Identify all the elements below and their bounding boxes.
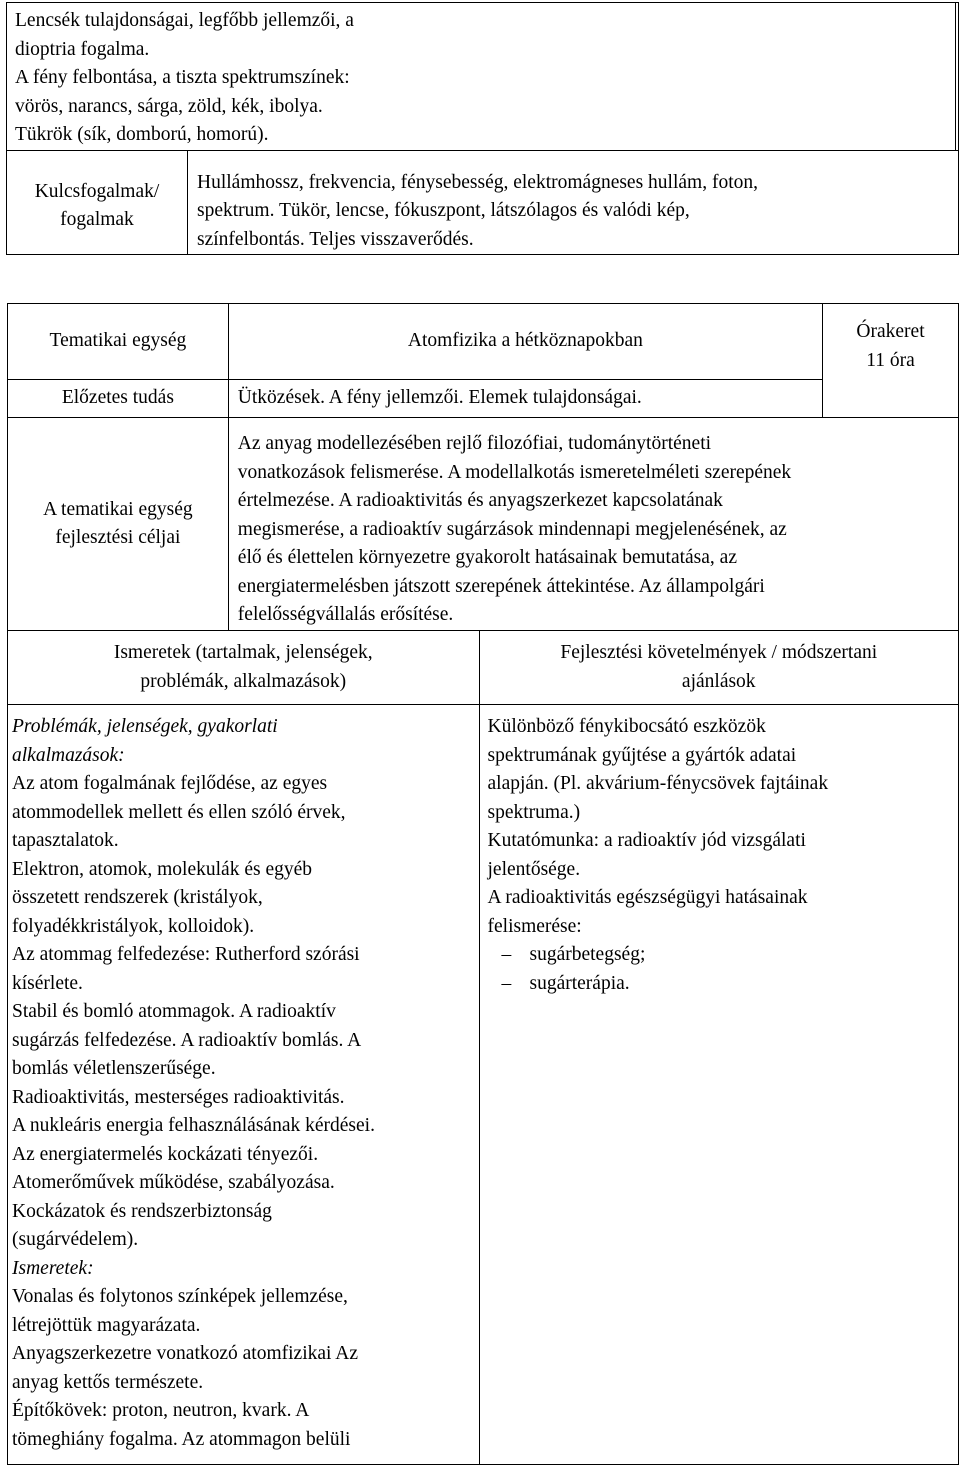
table-row bbox=[7, 150, 959, 255]
requirements-bullet: – sugárterápia. bbox=[488, 970, 959, 999]
knowledge-line: Az atom fogalmának fejlődése, az egyes bbox=[12, 773, 328, 794]
requirements-header-cell bbox=[479, 631, 959, 705]
knowledge-header: Ismeretek (tartalmak, jelenségek, bbox=[113, 642, 373, 663]
knowledge-line: Az energiatermelés kockázati tényezői. bbox=[12, 1143, 319, 1165]
key-concepts-text-cell bbox=[188, 150, 959, 255]
unit-label: Tematikai egység bbox=[49, 330, 187, 352]
requirements-header: Fejlesztési követelmények / módszertani bbox=[560, 642, 878, 663]
table-row bbox=[8, 705, 959, 1465]
requirements-line: Különböző fénykibocsátó eszközök bbox=[487, 716, 766, 737]
goals-line: megismerése, a radioaktív sugárzások mindennapi megjelenésének, az bbox=[237, 518, 787, 540]
unit-label-cell bbox=[8, 304, 229, 380]
empty-cell bbox=[956, 3, 959, 151]
requirements-content-cell bbox=[479, 705, 959, 1465]
goals-line: Az anyag modellezésében rejlő filozófiai, tudománytörténeti bbox=[237, 433, 712, 454]
key-concepts-label: Kulcsfogalmak/ bbox=[34, 180, 160, 202]
unit-title-cell bbox=[228, 304, 822, 380]
goals-label: A tematikai egység bbox=[43, 498, 193, 520]
knowledge-line: A nukleáris energia felhasználásának kérdései. bbox=[12, 1115, 375, 1136]
table-row bbox=[8, 418, 959, 631]
prior-knowledge-label-cell bbox=[8, 380, 229, 418]
requirements-line: felismerése: bbox=[487, 915, 582, 937]
knowledge-line: kísérlete. bbox=[12, 972, 83, 994]
goals-line: élő és élettelen környezetre gyakorolt hatásainak bemutatása, az bbox=[237, 547, 737, 568]
goals-line: felelősségvállalás erősítése. bbox=[237, 604, 454, 625]
unit-title: Atomfizika a hétköznapokban bbox=[407, 330, 643, 352]
prior-knowledge-label: Előzetes tudás bbox=[61, 387, 174, 409]
content-line: Lencsék tulajdonságai, legfőbb jellemzői, a bbox=[15, 10, 354, 31]
knowledge-line: Elektron, atomok, molekulák és egyéb bbox=[12, 858, 313, 880]
knowledge-header-cell bbox=[8, 631, 480, 705]
hours-cell bbox=[823, 304, 959, 418]
key-concepts-line: színfelbontás. Teljes visszaverődés. bbox=[197, 228, 474, 250]
knowledge-line: Vonalas és folytonos színképek jellemzése, bbox=[12, 1286, 348, 1307]
key-concepts-label: fogalmak bbox=[60, 209, 134, 230]
knowledge-line: összetett rendszerek (kristályok, bbox=[12, 887, 263, 908]
knowledge-line: tömeghiány fogalma. Az atommagon belüli bbox=[12, 1428, 351, 1450]
requirements-line: Kutatómunka: a radioaktív jód vizsgálati bbox=[487, 830, 806, 851]
goals-line: értelmezése. A radioaktivitás és anyagszerkezet kapcsolatának bbox=[237, 490, 723, 511]
curriculum-top-table bbox=[6, 2, 959, 255]
table-row bbox=[7, 3, 959, 151]
table-row bbox=[8, 304, 959, 380]
knowledge-content-cell bbox=[8, 705, 480, 1465]
knowledge-line: folyadékkristályok, kolloidok). bbox=[12, 915, 255, 937]
knowledge-line: Anyagszerkezetre vonatkozó atomfizikai Az bbox=[12, 1343, 358, 1364]
knowledge-line: sugárzás felfedezése. A radioaktív bomlás. A bbox=[12, 1029, 362, 1051]
knowledge-line: Építőkövek: proton, neutron, kvark. A bbox=[12, 1400, 310, 1421]
prior-content-cell bbox=[7, 3, 956, 151]
content-line: A fény felbontása, a tiszta spektrumszínek: bbox=[15, 67, 350, 88]
table-row bbox=[8, 631, 959, 705]
goals-text-cell bbox=[228, 418, 958, 631]
knowledge-line: atommodellek mellett és ellen szóló érvek, bbox=[12, 801, 346, 823]
key-concepts-line: spektrum. Tükör, lencse, fókuszpont, látszólagos és valódi kép, bbox=[197, 200, 690, 221]
content-line: vörös, narancs, sárga, zöld, kék, ibolya. bbox=[15, 95, 323, 117]
prior-knowledge-text-cell bbox=[228, 380, 822, 418]
knowledge-line: Ismeretek: bbox=[12, 1257, 94, 1279]
requirements-line: A radioaktivitás egészségügyi hatásainak bbox=[487, 887, 808, 908]
requirements-header: ajánlások bbox=[681, 670, 756, 692]
hours-value: 11 óra bbox=[866, 349, 915, 371]
key-concepts-label-cell bbox=[7, 150, 188, 255]
knowledge-line: Stabil és bomló atommagok. A radioaktív bbox=[12, 1001, 336, 1022]
knowledge-header: problémák, alkalmazások) bbox=[140, 670, 347, 692]
goals-label: fejlesztési céljai bbox=[55, 527, 181, 548]
requirements-line: spektrumának gyűjtése a gyártók adatai bbox=[487, 744, 797, 766]
knowledge-line: anyag kettős természete. bbox=[12, 1371, 204, 1393]
knowledge-line: alkalmazások: bbox=[12, 744, 125, 766]
requirements-line: alapján. (Pl. akvárium-fénycsövek fajtáinak bbox=[487, 773, 829, 794]
knowledge-line: Kockázatok és rendszerbiztonság bbox=[12, 1200, 272, 1222]
knowledge-line: létrejöttük magyarázata. bbox=[12, 1314, 201, 1336]
knowledge-line: tapasztalatok. bbox=[12, 830, 119, 851]
requirements-line: jelentősége. bbox=[487, 858, 581, 880]
knowledge-line: Problémák, jelenségek, gyakorlati bbox=[12, 716, 278, 737]
table-row bbox=[8, 380, 959, 418]
knowledge-line: bomlás véletlenszerűsége. bbox=[12, 1058, 216, 1079]
requirements-line: spektruma.) bbox=[487, 801, 581, 823]
knowledge-line: Atomerőművek működése, szabályozása. bbox=[12, 1172, 335, 1193]
goals-line: energiatermelésben játszott szerepének áttekintése. Az állampolgári bbox=[237, 575, 765, 597]
curriculum-unit-table bbox=[7, 303, 959, 1465]
prior-knowledge-text: Ütközések. A fény jellemzői. Elemek tulajdonságai. bbox=[237, 387, 642, 409]
knowledge-line: Radioaktivitás, mesterséges radioaktivitás. bbox=[12, 1086, 345, 1108]
content-line: dioptria fogalma. bbox=[15, 38, 150, 60]
goals-label-cell bbox=[8, 418, 229, 631]
goals-line: vonatkozások felismerése. A modellalkotás ismeretelméleti szerepének bbox=[237, 461, 792, 483]
hours-label: Órakeret bbox=[856, 321, 925, 342]
knowledge-line: Az atommag felfedezése: Rutherford szórási bbox=[12, 944, 360, 965]
knowledge-line: (sugárvédelem). bbox=[12, 1229, 139, 1250]
key-concepts-line: Hullámhossz, frekvencia, fénysebesség, elektromágneses hullám, foton, bbox=[197, 171, 758, 193]
requirements-bullet: – sugárbetegség; bbox=[488, 941, 959, 970]
content-line: Tükrök (sík, domború, homorú). bbox=[15, 124, 269, 145]
